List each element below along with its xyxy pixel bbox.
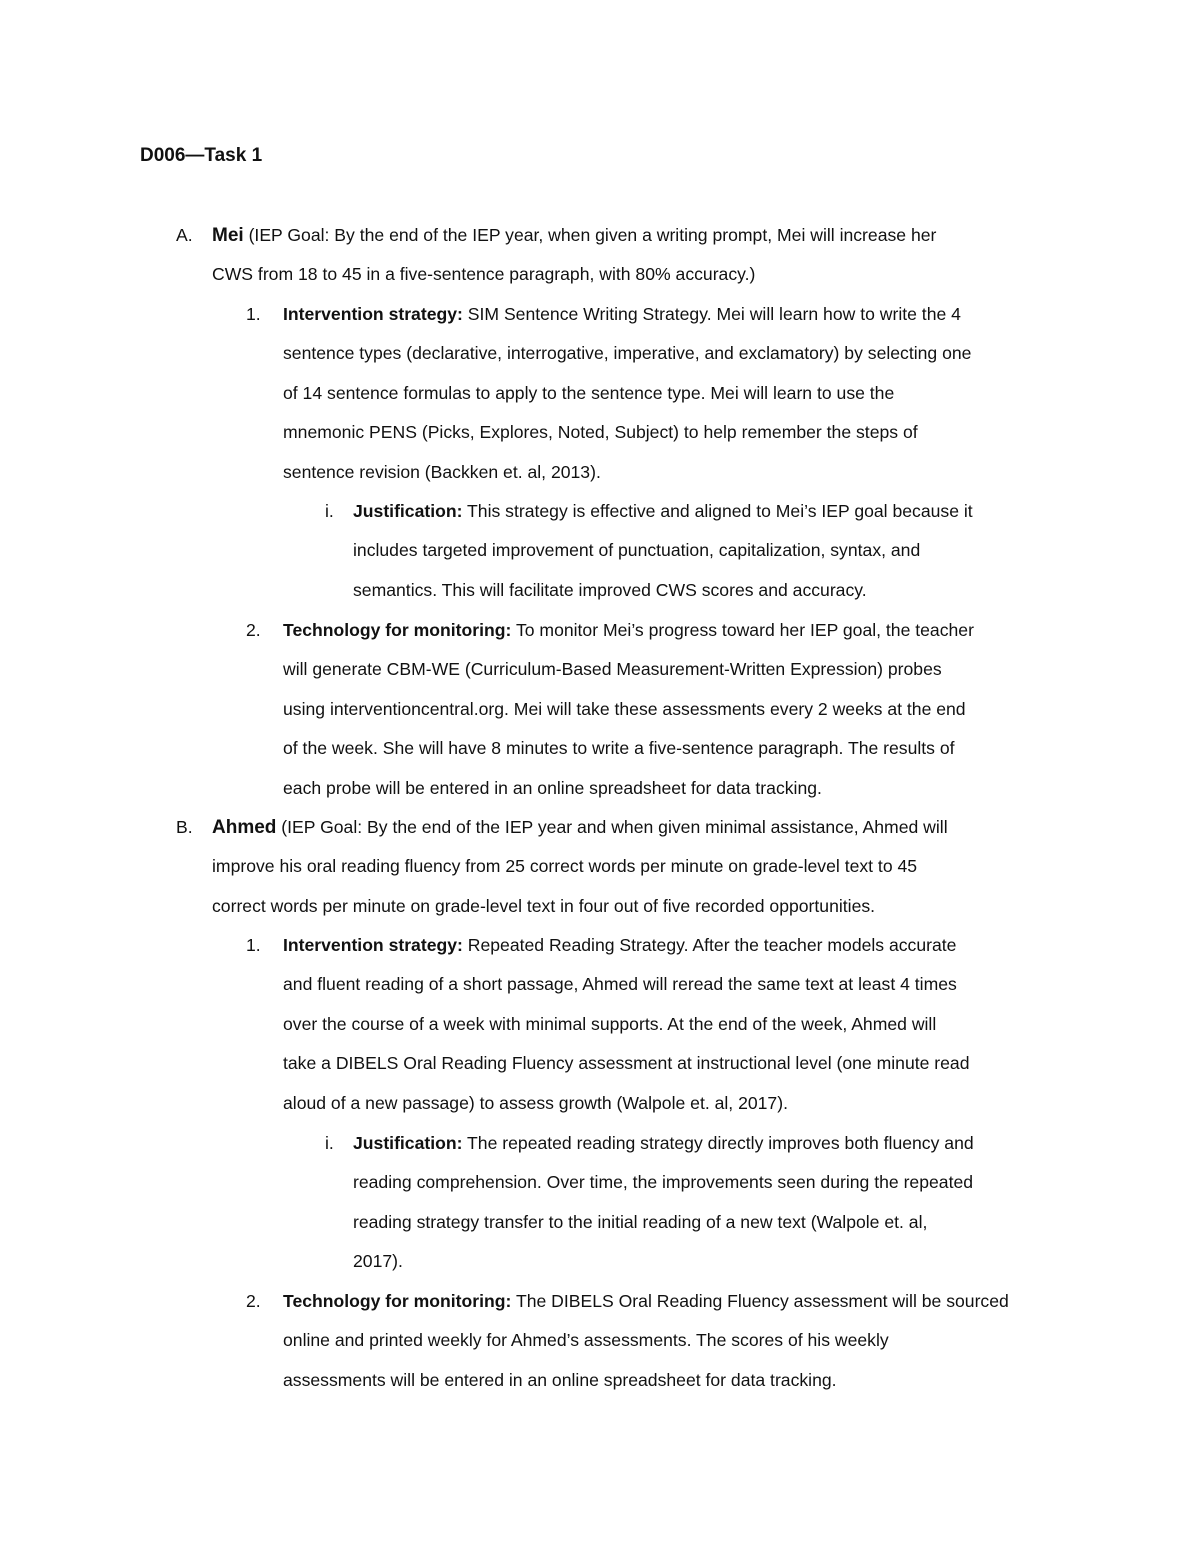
- item-marker: 2.: [246, 1291, 261, 1311]
- justification-line: [353, 1124, 974, 1163]
- justification-label: Justification:: [353, 501, 463, 521]
- justification-ahmed: [353, 1124, 974, 1282]
- item-text: Repeated Reading Strategy. After the teacher models accurate: [462, 935, 957, 955]
- item-text: To monitor Mei’s progress toward her IEP goal, the teacher: [511, 620, 974, 640]
- justification-line: [353, 492, 973, 531]
- subitem-marker: i.: [325, 1133, 334, 1153]
- goal-line: [212, 808, 948, 847]
- item-marker: 1.: [246, 935, 261, 955]
- justification-line: 2017).: [353, 1251, 403, 1272]
- intervention-strategy-ahmed: [283, 926, 970, 1123]
- item-text: SIM Sentence Writing Strategy. Mei will learn how to write the 4: [462, 304, 961, 324]
- item-line: of 14 sentence formulas to apply to the sentence type. Mei will learn to use the: [283, 382, 895, 403]
- item-line: using interventioncentral.org. Mei will take these assessments every 2 weeks at the end: [283, 698, 966, 719]
- subitem-marker: i.: [325, 501, 334, 521]
- goal-line: improve his oral reading fluency from 25 correct words per minute on grade-level text to 45: [212, 856, 918, 877]
- item-label: Intervention strategy:: [283, 935, 463, 955]
- item-marker: 2.: [246, 620, 261, 640]
- justification-line: semantics. This will facilitate improved CWS scores and accuracy.: [353, 579, 867, 600]
- item-label: Intervention strategy:: [283, 304, 463, 324]
- item-marker: 1.: [246, 304, 261, 324]
- item-text: The DIBELS Oral Reading Fluency assessment will be sourced: [511, 1291, 1009, 1311]
- goal-line: CWS from 18 to 45 in a five-sentence paragraph, with 80% accuracy.): [212, 264, 756, 285]
- item-line: sentence types (declarative, interrogative, imperative, and exclamatory) by selecting one: [283, 343, 972, 364]
- item-line: of the week. She will have 8 minutes to write a five-sentence paragraph. The results of: [283, 738, 955, 759]
- item-line: aloud of a new passage) to assess growth (Walpole et. al, 2017).: [283, 1092, 788, 1113]
- justification-line: reading strategy transfer to the initial reading of a new text (Walpole et. al,: [353, 1211, 928, 1232]
- goal-line: [212, 216, 936, 255]
- item-line: each probe will be entered in an online spreadsheet for data tracking.: [283, 777, 822, 798]
- item-line: [283, 295, 971, 334]
- item-line: will generate CBM-WE (Curriculum-Based Measurement-Written Expression) probes: [283, 659, 942, 680]
- item-line: take a DIBELS Oral Reading Fluency assessment at instructional level (one minute read: [283, 1053, 970, 1074]
- goal-line: correct words per minute on grade-level text in four out of five recorded opportunities.: [212, 895, 876, 916]
- justification-line: reading comprehension. Over time, the improvements seen during the repeated: [353, 1172, 974, 1193]
- justification-line: includes targeted improvement of punctuation, capitalization, syntax, and: [353, 540, 921, 561]
- intervention-strategy-mei: [283, 295, 971, 492]
- justification-text: The repeated reading strategy directly improves both fluency and: [462, 1133, 974, 1153]
- item-line: mnemonic PENS (Picks, Explores, Noted, Subject) to help remember the steps of: [283, 422, 918, 443]
- document-title: D006—Task 1: [140, 145, 263, 166]
- item-line: [283, 1282, 1009, 1321]
- justification-text: This strategy is effective and aligned to Mei’s IEP goal because it: [462, 501, 973, 521]
- goal-text: (IEP Goal: By the end of the IEP year, when given a writing prompt, Mei will increase her: [243, 225, 937, 245]
- student-name: Ahmed: [212, 817, 277, 838]
- item-line: [283, 926, 970, 965]
- student-name: Mei: [212, 225, 244, 246]
- item-line: assessments will be entered in an online spreadsheet for data tracking.: [283, 1369, 837, 1390]
- section-a-goal: [212, 216, 936, 295]
- justification-mei: [353, 492, 973, 610]
- section-marker-a: A.: [176, 225, 193, 245]
- section-b-goal: [212, 808, 948, 926]
- section-marker-b: B.: [176, 817, 193, 837]
- item-line: and fluent reading of a short passage, Ahmed will reread the same text at least 4 times: [283, 974, 957, 995]
- item-label: Technology for monitoring:: [283, 1291, 512, 1311]
- technology-monitoring-ahmed: [283, 1282, 1009, 1400]
- item-line: sentence revision (Backken et. al, 2013).: [283, 461, 601, 482]
- item-line: [283, 611, 974, 650]
- technology-monitoring-mei: [283, 611, 974, 808]
- item-label: Technology for monitoring:: [283, 620, 512, 640]
- item-line: over the course of a week with minimal supports. At the end of the week, Ahmed will: [283, 1013, 937, 1034]
- item-line: online and printed weekly for Ahmed’s assessments. The scores of his weekly: [283, 1330, 889, 1351]
- goal-text: (IEP Goal: By the end of the IEP year and when given minimal assistance, Ahmed will: [276, 817, 948, 837]
- justification-label: Justification:: [353, 1133, 463, 1153]
